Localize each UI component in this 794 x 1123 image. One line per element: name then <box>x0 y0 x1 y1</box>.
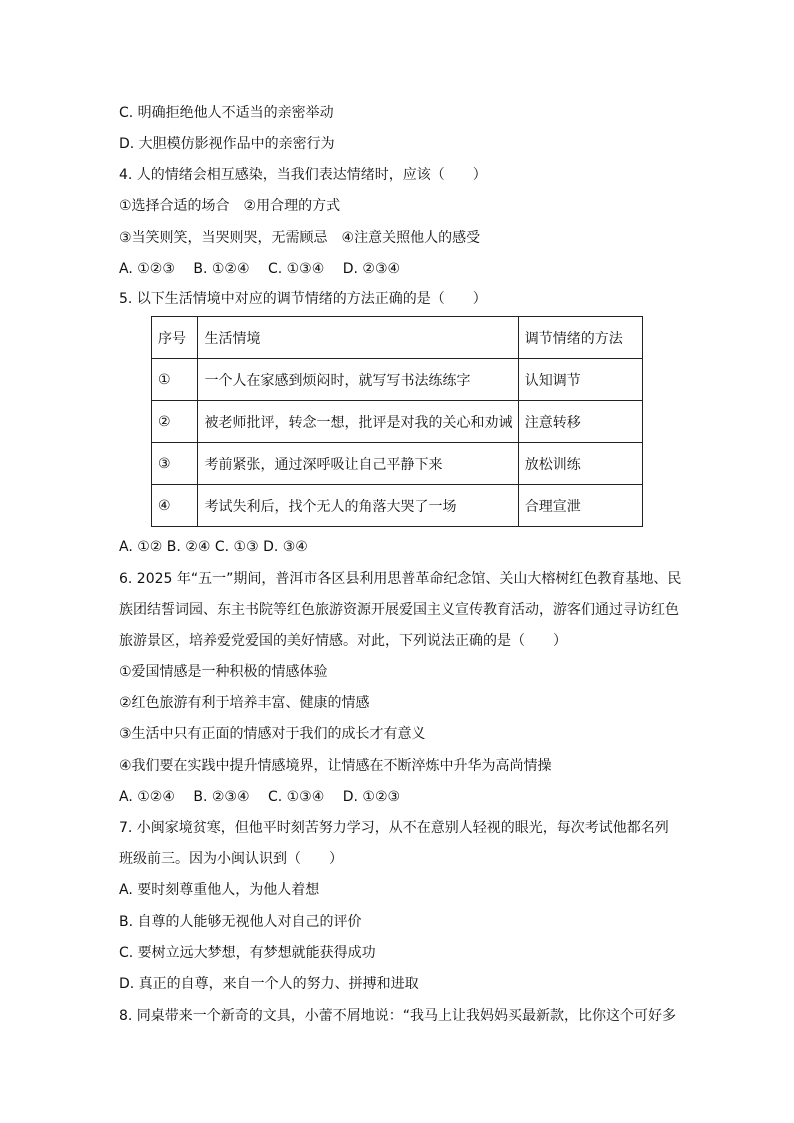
table-row <box>152 359 643 401</box>
table-cell: 认知调节 <box>518 359 642 401</box>
table-row <box>152 485 643 527</box>
table-cell: 被老师批评，转念一想，批评是对我的关心和劝诫 <box>198 401 518 443</box>
table-cell: ① <box>152 359 198 401</box>
question-5-stem: 5. 以下生活情境中对应的调节情绪的方法正确的是（ ） <box>119 291 487 307</box>
table-cell: 合理宣泄 <box>518 485 642 527</box>
table-header-cell: 生活情境 <box>198 317 518 359</box>
question-4-statement-1: ①选择合适的场合 ②用合理的方式 <box>119 198 341 214</box>
table-cell: ③ <box>152 443 198 485</box>
table-header-cell: 调节情绪的方法 <box>518 317 642 359</box>
table-row <box>152 401 643 443</box>
question-6-options: A. ①②④ B. ②③④ C. ①③④ D. ①②③ <box>119 789 401 805</box>
question-4-options: A. ①②③ B. ①②④ C. ①③④ D. ②③④ <box>119 261 401 277</box>
question-6-statement-3: ③生活中只有正面的情感对于我们的成长才有意义 <box>119 726 426 742</box>
question-6-statement-1: ①爱国情感是一种积极的情感体验 <box>119 664 328 680</box>
table-cell: 考前紧张，通过深呼吸让自己平静下来 <box>198 443 518 485</box>
question-5-options: A. ①② B. ②④ C. ①③ D. ③④ <box>119 539 308 555</box>
question-5-table <box>151 316 643 527</box>
table-cell: ④ <box>152 485 198 527</box>
question-4-statement-2: ③当笑则笑，当哭则哭，无需顾忌 ④注意关照他人的感受 <box>119 230 481 246</box>
table-header-row <box>152 317 643 359</box>
question-6-stem-line-3: 旅游景区，培养爱党爱国的美好情感。对此，下列说法正确的是（ ） <box>119 633 567 649</box>
question-7-option-c: C. 要树立远大梦想，有梦想就能获得成功 <box>119 945 376 961</box>
question-6-stem-line-1: 6. 2025 年“五一”期间，普洱市各区县利用思普革命纪念馆、关山大榕树红色教育基地、民 <box>119 571 682 587</box>
question-7-option-a: A. 要时刻尊重他人，为他人着想 <box>119 882 320 898</box>
table-cell: ② <box>152 401 198 443</box>
table-cell: 放松训练 <box>518 443 642 485</box>
question-6-statement-2: ②红色旅游有利于培养丰富、健康的情感 <box>119 695 370 711</box>
table-cell: 考试失利后，找个无人的角落大哭了一场 <box>198 485 518 527</box>
question-8-stem-line-1: 8. 同桌带来一个新奇的文具，小蕾不屑地说：“我马上让我妈妈买最新款，比你这个可好多 <box>119 1008 677 1024</box>
line-q3-option-d: D. 大胆模仿影视作品中的亲密行为 <box>119 136 335 152</box>
question-7-option-b: B. 自尊的人能够无视他人对自己的评价 <box>119 914 362 930</box>
question-7-stem-line-2: 班级前三。因为小闽认识到（ ） <box>119 851 343 867</box>
question-6-stem-line-2: 族团结誓词园、东主书院等红色旅游资源开展爱国主义宣传教育活动，游客们通过寻访红色 <box>119 602 679 618</box>
question-7-stem-line-1: 7. 小闽家境贫寒，但他平时刻苦努力学习，从不在意别人轻视的眼光，每次考试他都名列 <box>119 820 669 836</box>
question-4-stem: 4. 人的情绪会相互感染，当我们表达情绪时，应该（ ） <box>119 167 487 183</box>
table-header-cell: 序号 <box>152 317 198 359</box>
question-7-option-d: D. 真正的自尊，来自一个人的努力、拼搏和进取 <box>119 976 419 992</box>
table-cell: 注意转移 <box>518 401 642 443</box>
question-6-statement-4: ④我们要在实践中提升情感境界，让情感在不断淬炼中升华为高尚情操 <box>119 758 552 774</box>
table-cell: 一个人在家感到烦闷时，就写写书法练练字 <box>198 359 518 401</box>
line-q3-option-c: C. 明确拒绝他人不适当的亲密举动 <box>119 105 334 121</box>
table-row <box>152 443 643 485</box>
